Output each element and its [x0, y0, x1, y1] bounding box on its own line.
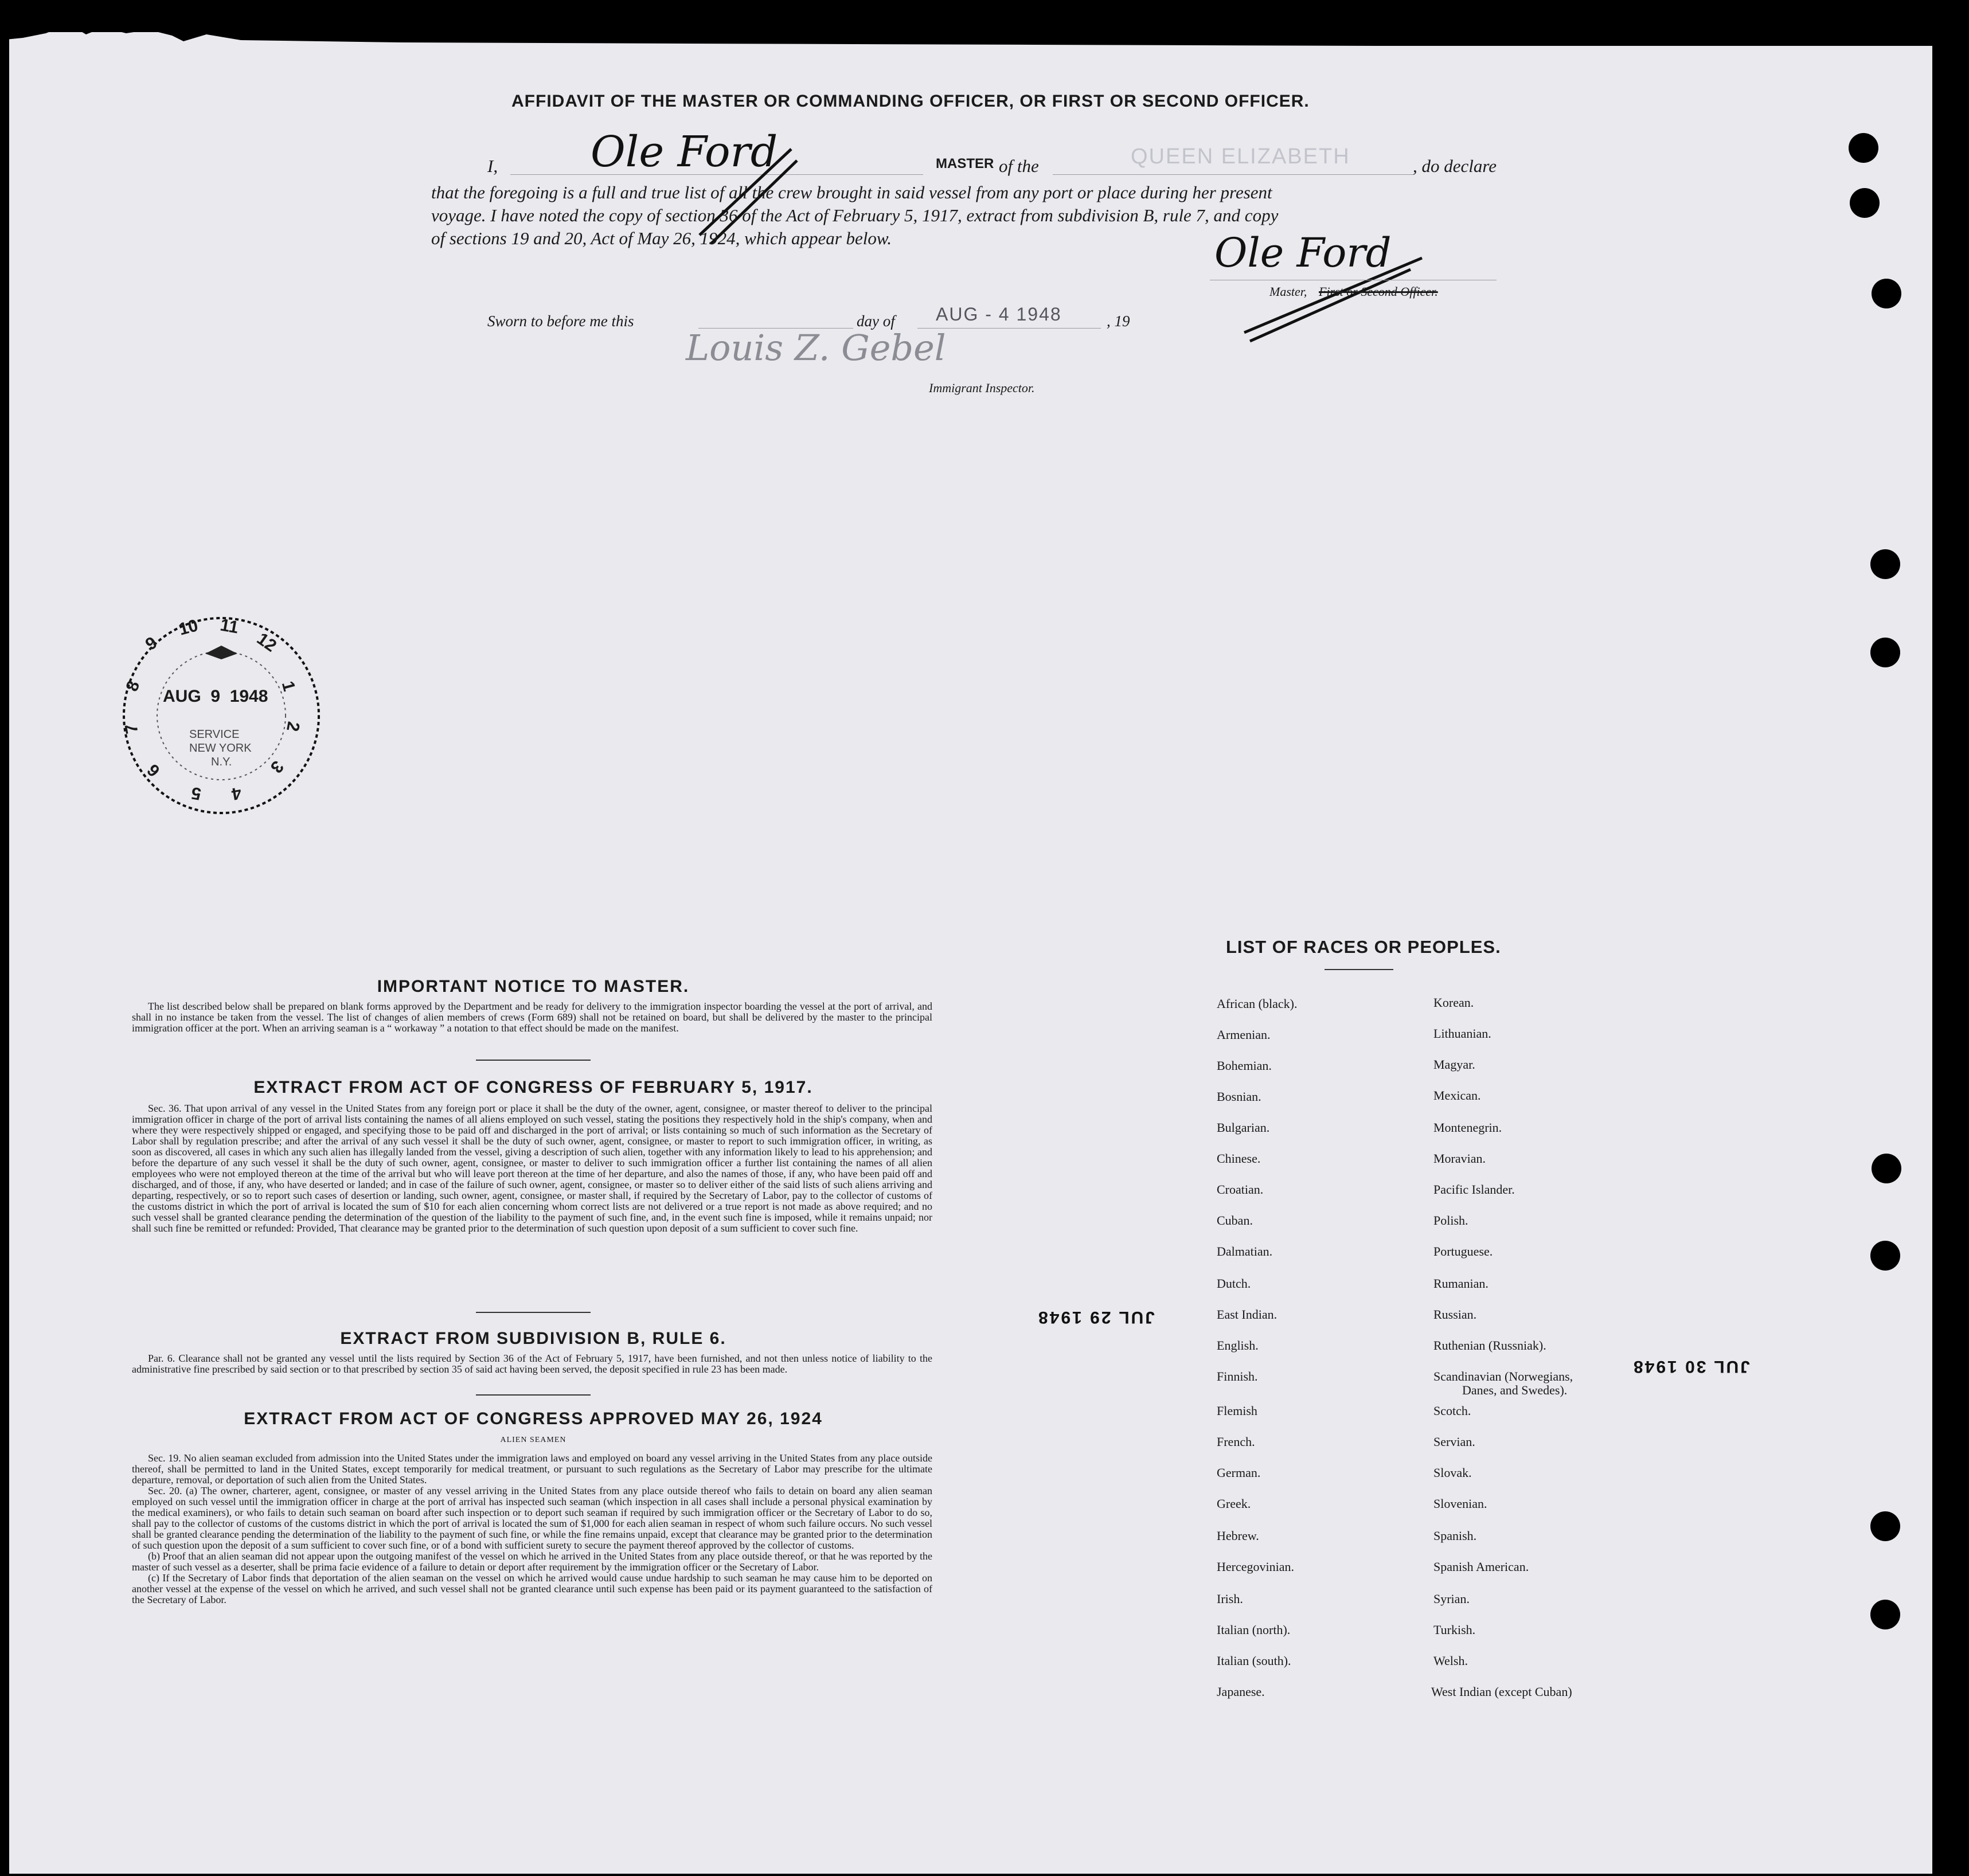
race-item: Irish. [1217, 1592, 1243, 1606]
stamp-number: 11 [218, 615, 240, 638]
punch-hole [1870, 1511, 1900, 1541]
punch-hole [1872, 1154, 1901, 1183]
race-item: Servian. [1433, 1435, 1475, 1449]
race-item: Finnish. [1217, 1369, 1258, 1383]
torn-edge [0, 0, 1969, 46]
race-item: Scandinavian (Norwegians, [1433, 1369, 1573, 1383]
race-item: Polish. [1433, 1213, 1468, 1228]
race-item: Lithuanian. [1433, 1026, 1491, 1041]
race-item: Italian (north). [1217, 1623, 1291, 1637]
race-item: East Indian. [1217, 1307, 1277, 1322]
race-item: Croatian. [1217, 1182, 1264, 1197]
punch-hole [1870, 549, 1900, 579]
stamp-number: 12 [253, 629, 280, 656]
race-item: Hercegovinian. [1217, 1560, 1294, 1574]
race-item: Korean. [1433, 995, 1474, 1010]
race-item: Mexican. [1433, 1088, 1481, 1103]
race-item: Japanese. [1217, 1685, 1265, 1699]
race-item: Greek. [1217, 1496, 1251, 1511]
extract-1924-paragraph: Sec. 20. (a) The owner, charterer, agent, consignee, or master of any vessel arriving in the United States from any place outside thereof who fails to detain on board any alien seaman employed on such vessel until the immigration officer in charge at the port of arrival has inspected such seaman (which inspection in all cases shall include a personal physical examination by the medical examiners), or who fails to detain such seaman on board after such inspection or to deport such seaman if required by such immigration officer or the Secretary of Labor to do so, shall pay to the collector of customs of the customs district in which the port of arrival is located the sum of $1,000 for each alien seaman in respect of whom such failure occurs. No such vessel shall be granted clearance pending the determination of the liability to the payment of such fine, or while the fine remains unpaid, except that clearance may be granted prior to the determination of such question upon the deposit of a sum sufficient to cover such fine, or of a bond with sufficient surety to secure the payment thereof approved by the collector of customs. [132, 1485, 932, 1551]
stamp-number: 3 [266, 757, 287, 777]
race-item: German. [1217, 1465, 1261, 1480]
extract-1924-subtitle: ALIEN SEAMEN [500, 1436, 567, 1444]
race-item: Hebrew. [1217, 1529, 1259, 1543]
affidavit-line-3: voyage. I have noted the copy of section 36 of the Act of February 5, 1917, extract from subdivision B, rule 7, and copy [431, 205, 1279, 225]
extract-rule6-title: EXTRACT FROM SUBDIVISION B, RULE 6. [340, 1329, 726, 1348]
extract-1924-paragraph: (b) Proof that an alien seaman did not appear upon the outgoing manifest of the vessel on which he arrived in the United States from any place outside thereof, or that he was reported by the master of such vessel as a deserter, shall be prima facie evidence of a failure to detain or deport after requirement by the immigration officer or the Secretary of Labor. [132, 1550, 932, 1573]
inspector-caption: Immigrant Inspector. [929, 381, 1035, 395]
race-item: Danes, and Swedes). [1462, 1383, 1568, 1397]
race-item: Pacific Islander. [1433, 1182, 1515, 1197]
race-item: Bosnian. [1217, 1089, 1261, 1104]
stamp-line: NEW YORK [189, 742, 252, 755]
stamp-line: N.Y. [211, 756, 232, 768]
extract-1924-body [132, 1453, 932, 1605]
affidavit-line-2: that the foregoing is a full and true list of all the crew brought in said vessel from any port or place during her present [431, 182, 1272, 202]
notice-text: The list described below shall be prepared on blank forms approved by the Department and be ready for delivery to the immigration inspector boarding the vessel at the port of arrival, and shall in no instance be taken from the vessel. The list of changes of alien members of crews (Form 689) shall not be retained on board, but shall be delivered by the master to the principal immigration officer at the port. When an arriving seaman is a “ workaway ” a notation to that effect should be made on the manifest. [132, 1000, 932, 1034]
stamp-number: 2 [283, 720, 303, 733]
master-label: MASTER [936, 156, 994, 171]
extract-rule6-text: Par. 6. Clearance shall not be granted any vessel until the lists required by Section 36 of the Act of February 5, 1917, have been furnished, and not then unless notice of liability to the administrative fine prescribed by said section or to that prescribed by section 35 of said act having been served, the deposit specified in rule 23 has been made. [132, 1353, 932, 1375]
race-item: French. [1217, 1435, 1255, 1449]
race-item: Portuguese. [1433, 1244, 1493, 1259]
race-item: Slovenian. [1433, 1496, 1487, 1511]
race-item: Ruthenian (Russniak). [1433, 1338, 1546, 1353]
race-item: Slovak. [1433, 1465, 1472, 1480]
race-item: Flemish [1217, 1404, 1257, 1418]
race-item: Spanish. [1433, 1529, 1477, 1543]
master-signature-2: Ole Ford [1214, 229, 1392, 276]
inspector-signature: Louis Z. Gebel [686, 327, 946, 369]
punch-hole [1870, 638, 1900, 667]
master-caption: Master, [1269, 284, 1307, 299]
race-item: Scotch. [1433, 1404, 1471, 1418]
races-underline [1325, 969, 1393, 970]
date-stamp-jul-29: JUL 29 1948 [1037, 1308, 1155, 1327]
stamp-number: 1 [278, 679, 299, 694]
extract-1917-title: EXTRACT FROM ACT OF CONGRESS OF FEBRUARY 5, 1917. [253, 1078, 813, 1097]
sworn-date-stamp: AUG - 4 1948 [936, 304, 1062, 325]
extract-1917-text: Sec. 36. That upon arrival of any vessel in the United States from any foreign port or place it shall be the duty of the owner, agent, consignee, or master thereof to deliver to the principal immigration officer in charge of the port of arrival lists containing the names of all aliens employed on such vessel, stating the positions they respectively hold in the ship's company, when and where they were respectively shipped or engaged, and specifying those to be paid off and discharged in the port of arrival; or lists containing so much of such information as the Secretary of Labor shall by regulation prescribe; and after the arrival of any such vessel it shall be the duty of such owner, agent, consignee, or master to report to such immigration officer, in writing, as soon as discovered, all cases in which any such alien has illegally landed from the vessel, giving a description of such alien, together with any information likely to lead to his apprehension; and before the departure of any such vessel it shall be the duty of such owner, agent, consignee, or master to deliver to such immigration officer a further list containing the names of all alien employees who were not employed thereon at the time of the arrival but who will leave port thereon at the time of her departure, and also the names of those, if any, who have been paid off and discharged, and of those, if any, who have deserted or landed; and in case of the failure of such owner, agent, consignee, or master so to deliver either of the said lists of such aliens arriving and departing, respectively, or so to report such cases of desertion or landing, such owner, agent, consignee, or master shall, if required by the Secretary of Labor, pay to the collector of customs of the customs district in which the port of arrival is located the sum of $10 for each alien concerning whom correct lists are not delivered or a true report is not made as above required; and no such vessel shall be granted clearance pending the determination of the question of the liability to the payment of such fine, and, in the event such fine is imposed, while it remains unpaid; nor shall such fine be remitted or refunded: Provided, That clearance may be granted prior to the determination of such question upon deposit of a sum sufficient to cover such fine. [132, 1103, 932, 1234]
do-declare-text: , do declare [1413, 156, 1497, 176]
punch-hole [1850, 188, 1880, 218]
sworn-label: Sworn to before me this [487, 312, 634, 330]
races-title: LIST OF RACES OR PEOPLES. [1226, 937, 1501, 957]
race-item: Cuban. [1217, 1213, 1253, 1228]
race-item: Magyar. [1433, 1057, 1475, 1072]
punch-hole [1870, 1600, 1900, 1629]
affidavit-line-4: of sections 19 and 20, Act of May 26, 1924, which appear below. [431, 228, 892, 248]
race-item: Welsh. [1433, 1654, 1468, 1668]
affidavit-title: AFFIDAVIT OF THE MASTER OR COMMANDING OFFICER, OR FIRST OR SECOND OFFICER. [511, 92, 1310, 111]
extract-1924-paragraph: (c) If the Secretary of Labor finds that deportation of the alien seaman on the vessel on which he arrived would cause undue hardship to such seaman he may cause him to be deported on another vessel at the expense of the vessel on which he arrived, and such vessel shall not be granted clearance until such expense has been paid or its payment guaranteed to the satisfaction of the Secretary of Labor. [132, 1572, 932, 1605]
notice-title: IMPORTANT NOTICE TO MASTER. [377, 977, 690, 996]
section-separator [476, 1312, 591, 1313]
stamp-number: 7 [122, 722, 142, 736]
date-stamp-jul-30: JUL 30 1948 [1632, 1357, 1750, 1376]
extract-1924-paragraph: Sec. 19. No alien seaman excluded from admission into the United States under the immigration laws and employed on board any vessel arriving in the United States from any place outside thereof, shall be permitted to land in the United States, except temporarily for medical treatment, or pursuant to such regulations as the Secretary of Labor may prescribe for the ultimate departure, removal, or deportation of such alien from the United States. [132, 1452, 932, 1486]
race-item: Dutch. [1217, 1276, 1251, 1291]
struck-officer-caption: First or Second Officer. [1319, 284, 1438, 299]
year-suffix: , 19 [1107, 312, 1130, 330]
race-item: Turkish. [1433, 1623, 1476, 1637]
vessel-line [1053, 174, 1414, 175]
stamp-number: 5 [190, 783, 203, 804]
stamp-date: AUG 9 1948 [163, 687, 268, 706]
stamp-line: SERVICE [189, 728, 240, 741]
section-separator [476, 1060, 591, 1061]
section-separator [476, 1394, 591, 1396]
race-item: Dalmatian. [1217, 1244, 1273, 1259]
punch-hole [1872, 279, 1901, 308]
stamp-number: 8 [122, 678, 144, 694]
race-item: Montenegrin. [1433, 1120, 1502, 1135]
race-item: Spanish American. [1433, 1560, 1529, 1574]
affidavit-i-label: I, [487, 156, 498, 176]
race-item: Bulgarian. [1217, 1120, 1270, 1135]
day-of-label: day of [857, 312, 895, 330]
race-item: Italian (south). [1217, 1654, 1291, 1668]
race-item: Bohemian. [1217, 1058, 1272, 1073]
punch-hole [1849, 133, 1878, 163]
race-item: Armenian. [1217, 1027, 1271, 1042]
immigration-date-stamp [119, 613, 323, 818]
punch-hole [1870, 1241, 1900, 1271]
of-the-label: of the [999, 156, 1039, 176]
stamp-number: 6 [143, 760, 164, 780]
race-item: Rumanian. [1433, 1276, 1489, 1291]
race-item: Chinese. [1217, 1151, 1261, 1166]
stamp-number: 10 [177, 616, 200, 639]
race-item: Syrian. [1433, 1592, 1470, 1606]
master-signature: Ole Ford [591, 127, 778, 177]
race-item: West Indian (except Cuban) [1431, 1685, 1572, 1699]
stamp-number: 4 [230, 783, 243, 804]
stamp-number: 9 [142, 633, 161, 654]
race-item: English. [1217, 1338, 1259, 1353]
race-item: African (black). [1217, 996, 1298, 1011]
extract-1924-title: EXTRACT FROM ACT OF CONGRESS APPROVED MAY 26, 1924 [244, 1409, 823, 1428]
race-item: Russian. [1433, 1307, 1477, 1322]
race-item: Moravian. [1433, 1151, 1486, 1166]
vessel-name: QUEEN ELIZABETH [1131, 144, 1350, 169]
